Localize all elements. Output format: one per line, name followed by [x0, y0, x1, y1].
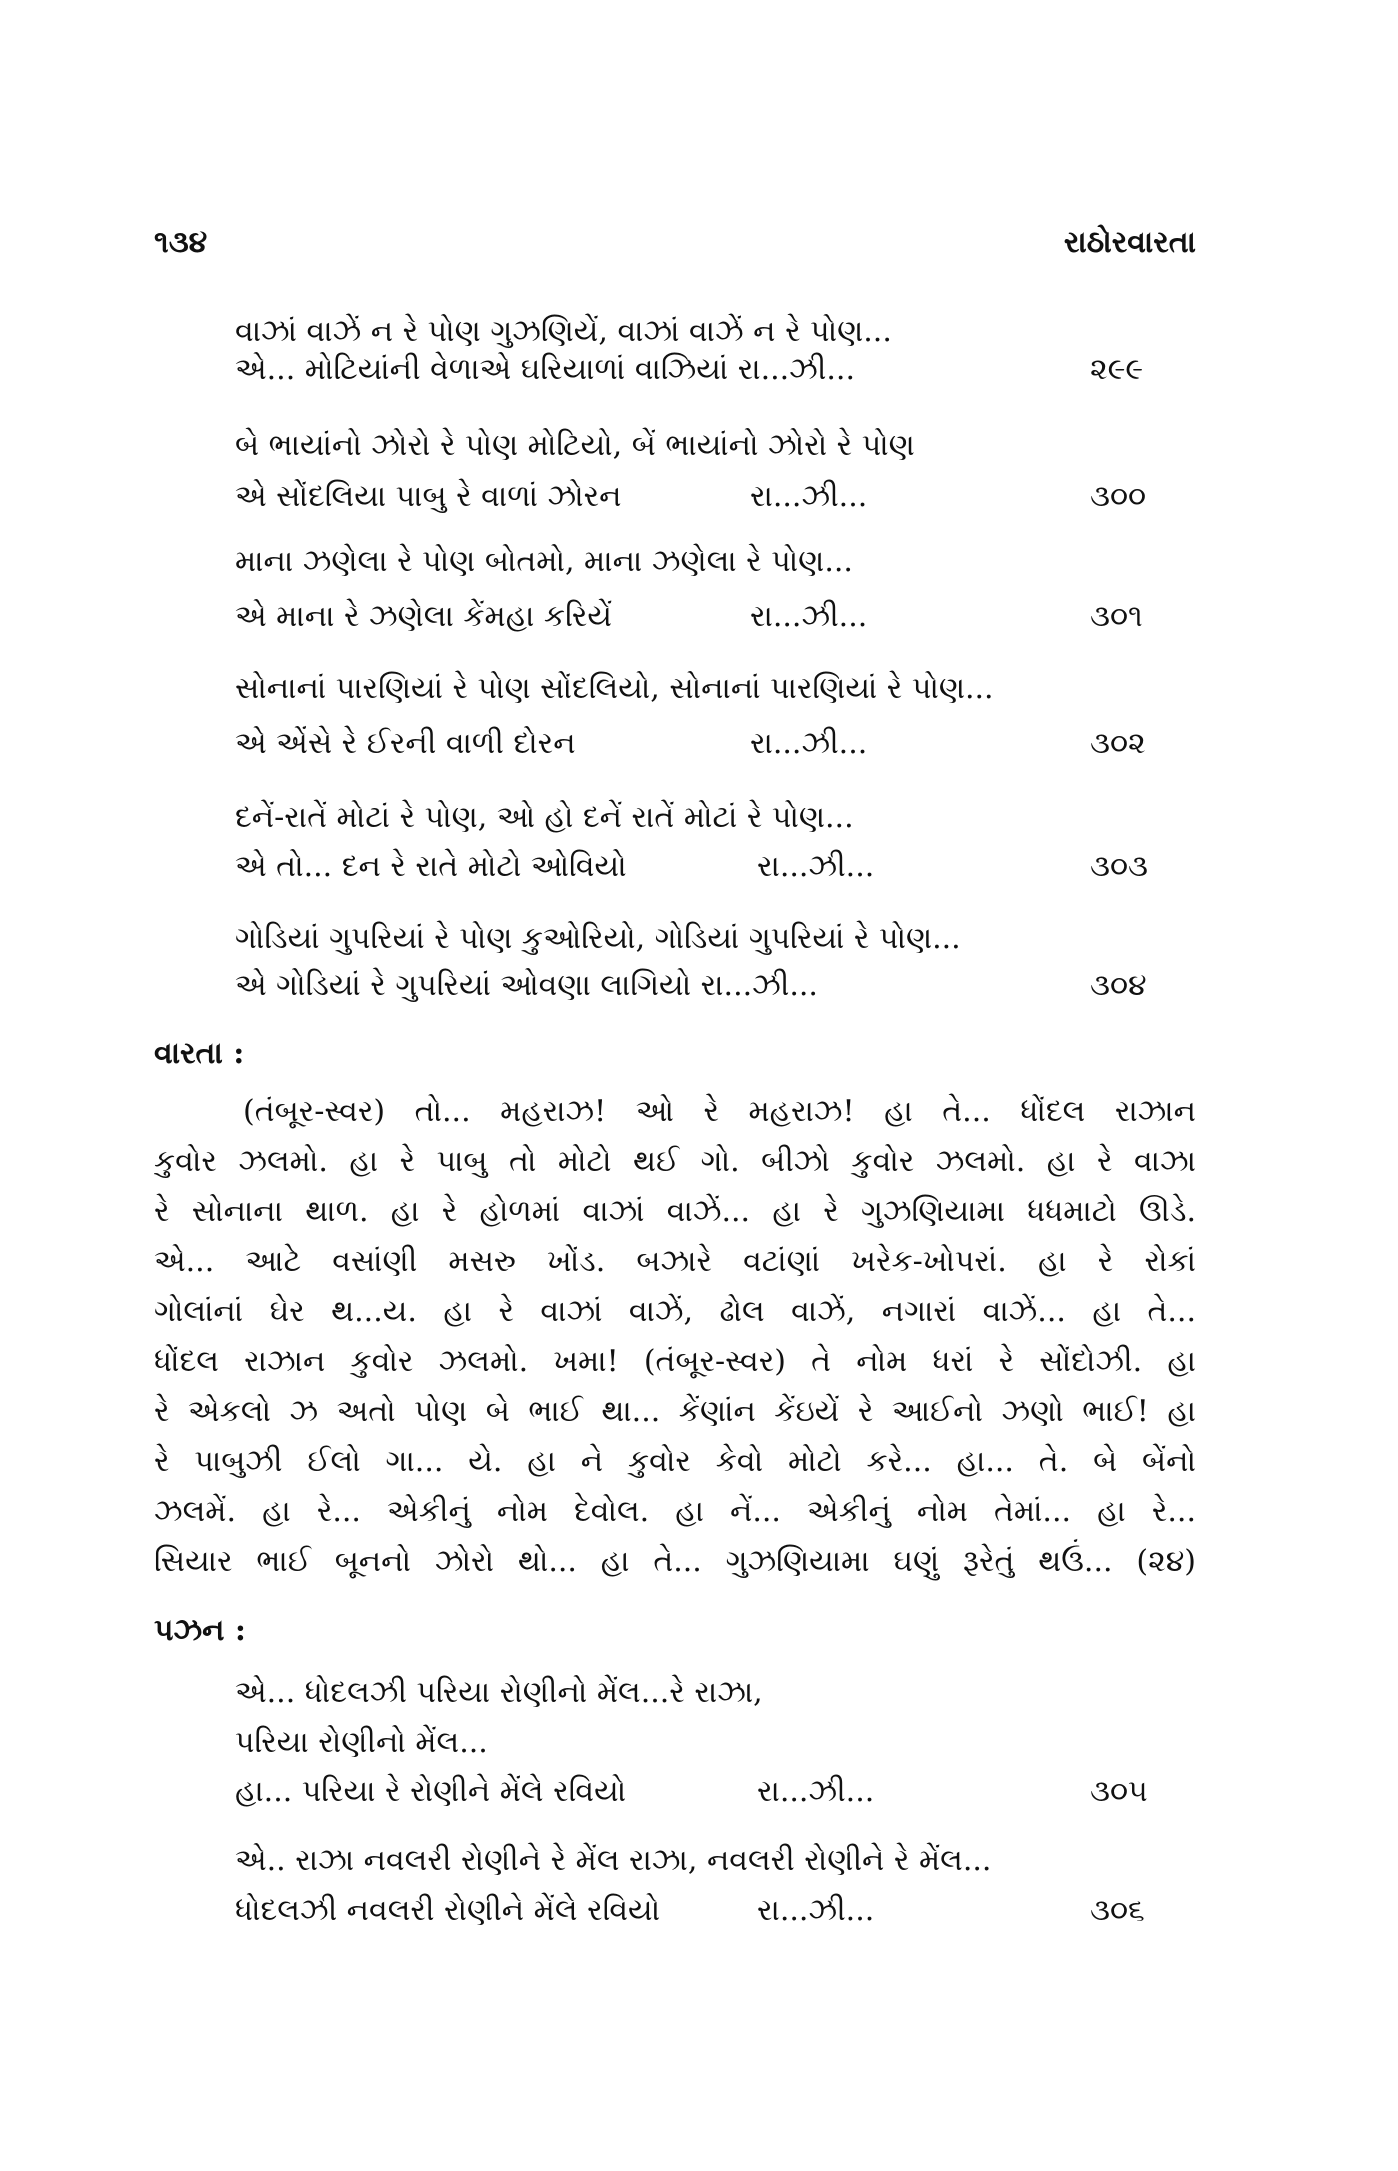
prose-line: ધોંદલ રાઝાન કુવોર ઝલમો. ખમા! (તંબૂર-સ્વર) તે નોમ ધરાં રે સોંદોઝી. હા: [154, 1344, 1196, 1379]
verse-line: એ એંસે રે ઈરની વાળી દોરન: [235, 726, 576, 761]
verse-number: ૩૦૪: [1090, 968, 1147, 1003]
prose-line: સિયાર ભાઈ બૂનનો ઝોરો થો... હા તે... ગુઝણિયામા ઘણું રૂરેતું થઉં... (૨૪): [154, 1544, 1196, 1579]
verse-line: ગોડિયાં ગુપરિયાં રે પોણ કુઓરિયો, ગોડિયાં ગુપરિયાં રે પોણ...: [235, 921, 961, 956]
verse-number: ૩૦૦: [1090, 479, 1147, 514]
verse-line: માના ઝણેલા રે પોણ બોતમો, માના ઝણેલા રે પોણ...: [235, 544, 853, 579]
running-title: રાઠોરવારતા: [1063, 225, 1196, 260]
verse-line: ધોદલઝી નવલરી રોણીને મેંલે રવિયો: [235, 1893, 661, 1928]
verse-number: ૩૦૫: [1090, 1774, 1148, 1809]
verse-line: એ.. રાઝા નવલરી રોણીને રે મેંલ રાઝા, નવલરી રોણીને રે મેંલ...: [235, 1843, 992, 1878]
prose-line: ઝલમેં. હા રે... એકીનું નોમ દેવોલ. હા નેં... એકીનું નોમ તેમાં... હા રે...: [154, 1494, 1196, 1529]
verse-line: સોનાનાં પારણિયાં રે પોણ સોંદલિયો, સોનાનાં પારણિયાં રે પોણ...: [235, 671, 994, 706]
verse-line: હા... પરિયા રે રોણીને મેંલે રવિયો: [235, 1774, 627, 1809]
verse-line: એ... મોટિયાંની વેળાએ ઘરિયાળાં વાઝિયાં રા...ઝી...: [235, 352, 855, 387]
verse-number: ૩૦૨: [1090, 726, 1146, 761]
verse-line: એ માના રે ઝણેલા કેંમહા કરિયેં: [235, 599, 612, 634]
verse-line: પરિયા રોણીનો મેંલ...: [235, 1725, 488, 1760]
section-heading-pajan: પઝન :: [154, 1613, 246, 1648]
section-heading-varta: વારતા :: [154, 1036, 245, 1071]
prose-line: રે એકલો ઝ અતો પોણ બે ભાઈ થા... કેંણાંન કેંઇયેં રે આઈનો ઝણો ભાઈ! હા: [154, 1394, 1196, 1429]
prose-line: એ... આટે વસાંણી મસરુ ખોંડ. બઝારે વટાંણાં ખરેક-ખોપરાં. હા રે રોકાં: [154, 1244, 1196, 1279]
verse-number: ૩૦૧: [1090, 599, 1143, 634]
verse-refrain: રા...ઝી...: [757, 1774, 875, 1809]
verse-line: દનેં-રાતેં મોટાં રે પોણ, ઓ હો દનેં રાતેં મોટાં રે પોણ...: [235, 800, 854, 835]
prose-line: રે સોનાના થાળ. હા રે હોળમાં વાઝાં વાઝેં... હા રે ગુઝણિયામા ધધમાટો ઊડે.: [154, 1194, 1196, 1229]
verse-refrain: રા...ઝી...: [757, 849, 875, 884]
verse-line: એ સોંદલિયા પાબુ રે વાળાં ઝોરન: [235, 479, 622, 514]
verse-line: એ... ધોદલઝી પરિયા રોણીનો મેંલ...રે રાઝા,: [235, 1675, 763, 1710]
verse-number: ૩૦૬: [1090, 1893, 1145, 1928]
prose-line: ગોલાંનાં ઘેર થ...ય. હા રે વાઝાં વાઝેં, ઢોલ વાઝેં, નગારાં વાઝેં... હા તે...: [154, 1294, 1196, 1329]
verse-number: ૩૦૩: [1090, 849, 1149, 884]
verse-refrain: રા...ઝી...: [750, 479, 868, 514]
page-number: ૧૩૪: [154, 225, 208, 260]
verse-line: બે ભાયાંનો ઝોરો રે પોણ મોટિયો, બેં ભાયાંનો ઝોરો રે પોણ: [235, 428, 915, 463]
verse-refrain: રા...ઝી...: [750, 726, 868, 761]
prose-line: (તંબૂર-સ્વર) તો... મહરાઝ! ઓ રે મહરાઝ! હા તે... ધોંદલ રાઝાન: [243, 1094, 1196, 1129]
prose-line: કુવોર ઝલમો. હા રે પાબુ તો મોટો થઈ ગો. બીઝો કુવોર ઝલમો. હા રે વાઝા: [154, 1144, 1196, 1179]
verse-line: વાઝાં વાઝેં ન રે પોણ ગુઝણિયેં, વાઝાં વાઝેં ન રે પોણ...: [235, 314, 892, 349]
verse-refrain: રા...ઝી...: [750, 599, 868, 634]
verse-line: એ તો... દન રે રાતે મોટો ઓવિયો: [235, 849, 627, 884]
prose-line: રે પાબુઝી ઈલો ગા... યે. હા ને કુવોર કેવો મોટો કરે... હા... તે. બે બેંનો: [154, 1444, 1196, 1479]
verse-refrain: રા...ઝી...: [757, 1893, 875, 1928]
verse-line: એ ગોડિયાં રે ગુપરિયાં ઓવણા લાગિયો રા...ઝી...: [235, 968, 818, 1003]
verse-number: ૨૯૯: [1090, 352, 1144, 387]
